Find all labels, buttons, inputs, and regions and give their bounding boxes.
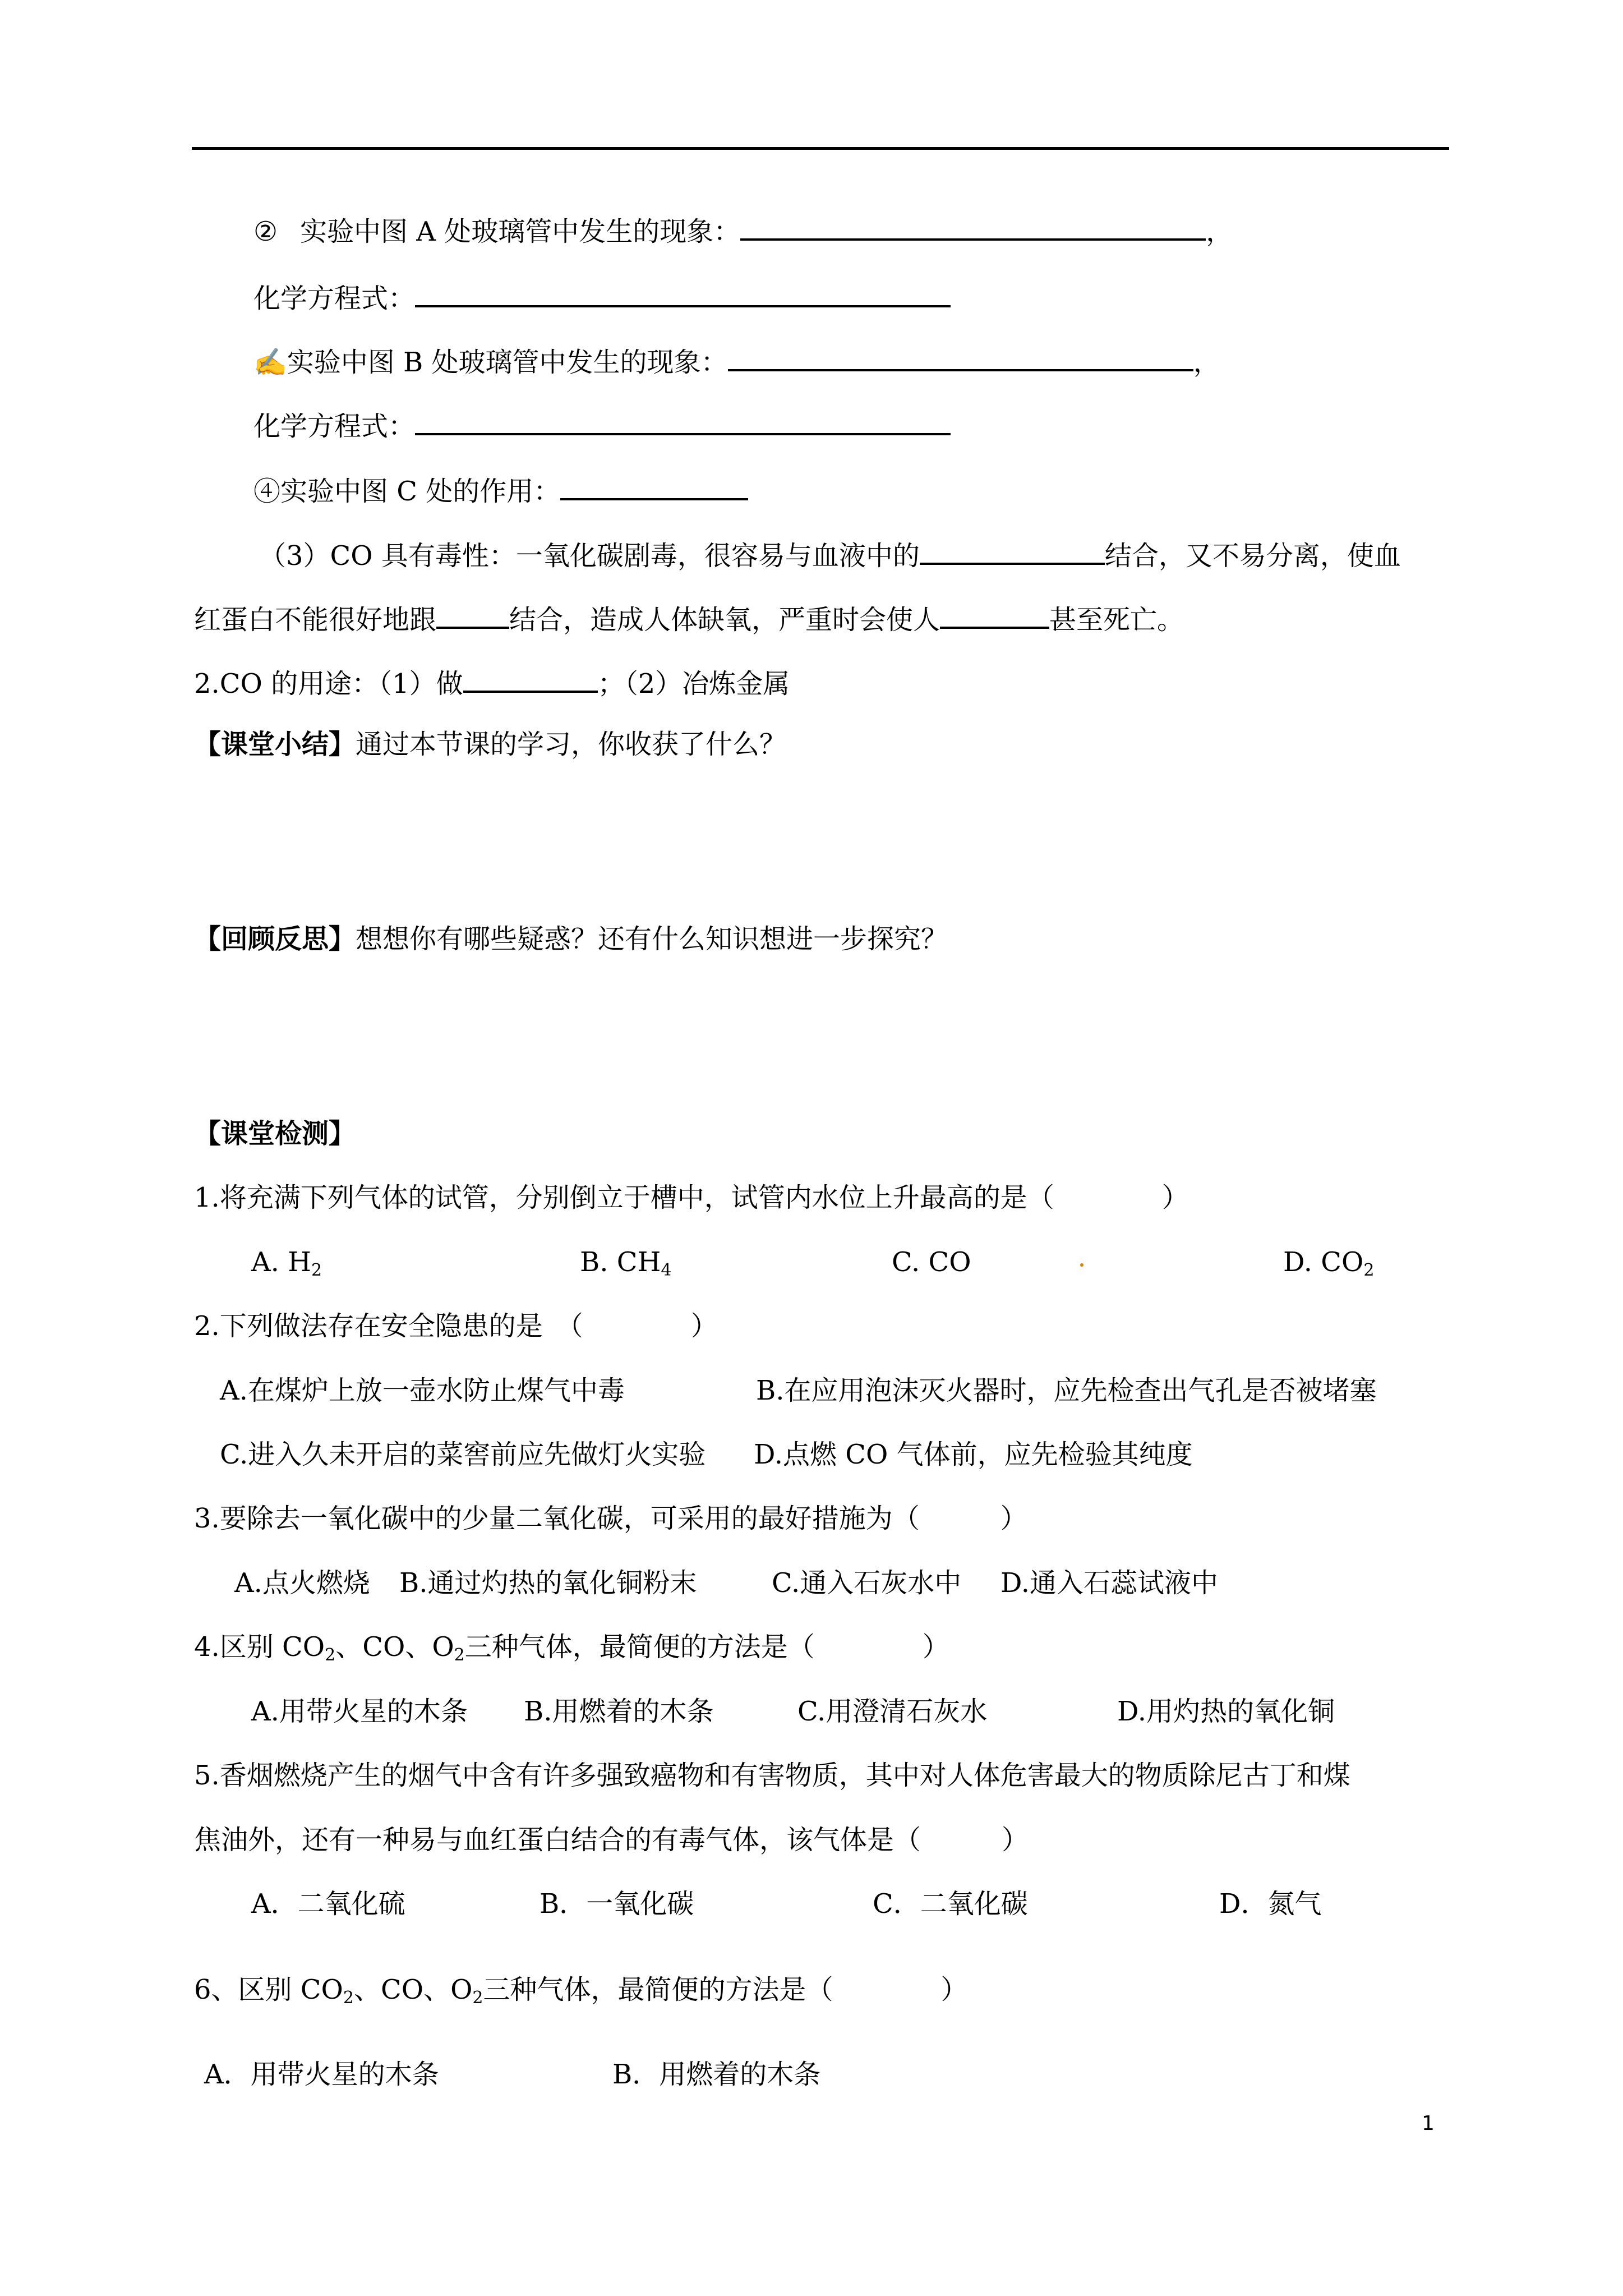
step-4-blank[interactable] bbox=[560, 471, 748, 500]
step-2-blank[interactable] bbox=[740, 211, 1206, 241]
question-6-option-b[interactable]: B．用燃着的木条 bbox=[612, 2059, 821, 2090]
step-3-line bbox=[253, 342, 1220, 379]
step-3-end: ， bbox=[1193, 347, 1220, 378]
toxicity-blank-2[interactable] bbox=[436, 600, 509, 629]
question-1-stem: 1.将充满下列气体的试管，分别倒立于槽中，试管内水位上升最高的是（ ） bbox=[194, 1182, 1189, 1213]
question-5-stem-line-1: 5.香烟燃烧产生的烟气中含有许多强致癌物和有害物质，其中对人体危害最大的物质除尼古丁和煤 bbox=[194, 1760, 1350, 1791]
toxicity-line-1 bbox=[259, 536, 1401, 573]
question-5-option-b[interactable]: B．一氧化碳 bbox=[540, 1888, 694, 1920]
toxicity-line-2 bbox=[194, 600, 1184, 637]
reflect-heading: 【回顾反思】 bbox=[194, 923, 356, 955]
question-5-option-d[interactable]: D．氮气 bbox=[1219, 1888, 1322, 1920]
question-2-option-b[interactable]: B.在应用泡沫灭火器时，应先检查出气孔是否被堵塞 bbox=[756, 1375, 1377, 1406]
question-5-stem-line-2: 焦油外，还有一种易与血红蛋白结合的有毒气体，该气体是（ ） bbox=[194, 1824, 1029, 1856]
step-2-text: 实验中图 A 处玻璃管中发生的现象： bbox=[300, 216, 741, 247]
question-1-option-c[interactable]: C. CO bbox=[892, 1246, 971, 1278]
step-4-line bbox=[253, 471, 748, 508]
question-3-option-c[interactable]: C.通入石灰水中 bbox=[772, 1567, 962, 1599]
question-1-option-b[interactable]: B. $CH_4$ bbox=[580, 1246, 672, 1280]
toxicity-text-a: （3）CO 具有毒性：一氧化碳剧毒，很容易与血液中的 bbox=[259, 540, 920, 572]
question-5-option-c[interactable]: C．二氧化碳 bbox=[873, 1888, 1028, 1920]
question-2-option-c[interactable]: C.进入久未开启的菜窖前应先做灯火实验 bbox=[220, 1439, 706, 1470]
toxicity-text-d: 结合，造成人体缺氧，严重时会使人 bbox=[509, 604, 940, 636]
question-3-option-b[interactable]: B.通过灼热的氧化铜粉末 bbox=[399, 1567, 697, 1599]
summary-line bbox=[194, 728, 786, 761]
step-2-number: ② bbox=[253, 216, 278, 247]
reflect-prompt: 想想你有哪些疑惑？还有什么知识想进一步探究？ bbox=[356, 923, 948, 955]
question-4-option-a[interactable]: A.用带火星的木条 bbox=[251, 1696, 468, 1727]
header-rule bbox=[192, 147, 1449, 150]
equation-2-line bbox=[253, 406, 951, 443]
writing-hand-icon: ✍ bbox=[253, 347, 287, 378]
page-number: 1 bbox=[1422, 2112, 1435, 2135]
reflect-line bbox=[194, 922, 948, 956]
co-use-text-b: ；（2）冶炼金属 bbox=[597, 668, 790, 700]
equation-1-blank[interactable] bbox=[415, 278, 951, 307]
question-4-option-d[interactable]: D.用灼热的氧化铜 bbox=[1117, 1696, 1335, 1727]
question-2-stem: 2.下列做法存在安全隐患的是 （ ） bbox=[194, 1310, 718, 1342]
equation-1-label: 化学方程式： bbox=[253, 283, 416, 314]
test-heading: 【课堂检测】 bbox=[194, 1118, 356, 1149]
question-6-stem: 6、区别 $CO_2$、CO、$O_2$三种气体，最简便的方法是（ ） bbox=[194, 1974, 968, 2008]
step-2-line bbox=[253, 211, 1233, 249]
step-2-end: ， bbox=[1206, 216, 1233, 247]
question-3-option-d[interactable]: D.通入石蕊试液中 bbox=[1000, 1567, 1219, 1599]
co-use-blank[interactable] bbox=[463, 664, 598, 693]
toxicity-text-b: 结合，又不易分离，使血 bbox=[1104, 540, 1401, 572]
question-2-option-d[interactable]: D.点燃 CO 气体前，应先检验其纯度 bbox=[754, 1439, 1193, 1470]
equation-2-label: 化学方程式： bbox=[253, 411, 416, 442]
co-use-text-a: 2.CO 的用途：（1）做 bbox=[194, 668, 463, 700]
step-3-text: 实验中图 B 处玻璃管中发生的现象： bbox=[287, 347, 728, 378]
equation-1-line bbox=[253, 278, 951, 315]
question-5-option-a[interactable]: A．二氧化硫 bbox=[251, 1888, 405, 1920]
step-4-text: ④实验中图 C 处的作用： bbox=[253, 476, 561, 507]
summary-prompt: 通过本节课的学习，你收获了什么？ bbox=[356, 729, 787, 760]
question-4-option-b[interactable]: B.用燃着的木条 bbox=[524, 1696, 714, 1727]
question-3-stem: 3.要除去一氧化碳中的少量二氧化碳，可采用的最好措施为（ ） bbox=[194, 1503, 1027, 1534]
toxicity-text-c: 红蛋白不能很好地跟 bbox=[194, 604, 437, 636]
question-1-option-d[interactable]: D. $CO_2$ bbox=[1283, 1246, 1375, 1280]
question-1-option-a[interactable]: A. $H_2$ bbox=[251, 1246, 322, 1280]
question-4-stem: 4.区别 $CO_2$、CO、$O_2$三种气体，最简便的方法是（ ） bbox=[194, 1631, 949, 1665]
toxicity-text-e: 甚至死亡。 bbox=[1049, 604, 1184, 636]
summary-heading: 【课堂小结】 bbox=[194, 729, 356, 760]
co-use-line bbox=[194, 664, 790, 701]
stray-dot bbox=[1080, 1263, 1083, 1267]
step-3-blank[interactable] bbox=[728, 342, 1193, 371]
toxicity-blank-3[interactable] bbox=[940, 600, 1049, 629]
toxicity-blank-1[interactable] bbox=[920, 536, 1105, 565]
question-4-option-c[interactable]: C.用澄清石灰水 bbox=[797, 1696, 988, 1727]
question-2-option-a[interactable]: A.在煤炉上放一壶水防止煤气中毒 bbox=[220, 1375, 625, 1406]
question-6-option-a[interactable]: A．用带火星的木条 bbox=[204, 2059, 439, 2090]
question-3-option-a[interactable]: A.点火燃烧 bbox=[234, 1567, 370, 1599]
equation-2-blank[interactable] bbox=[415, 406, 951, 435]
